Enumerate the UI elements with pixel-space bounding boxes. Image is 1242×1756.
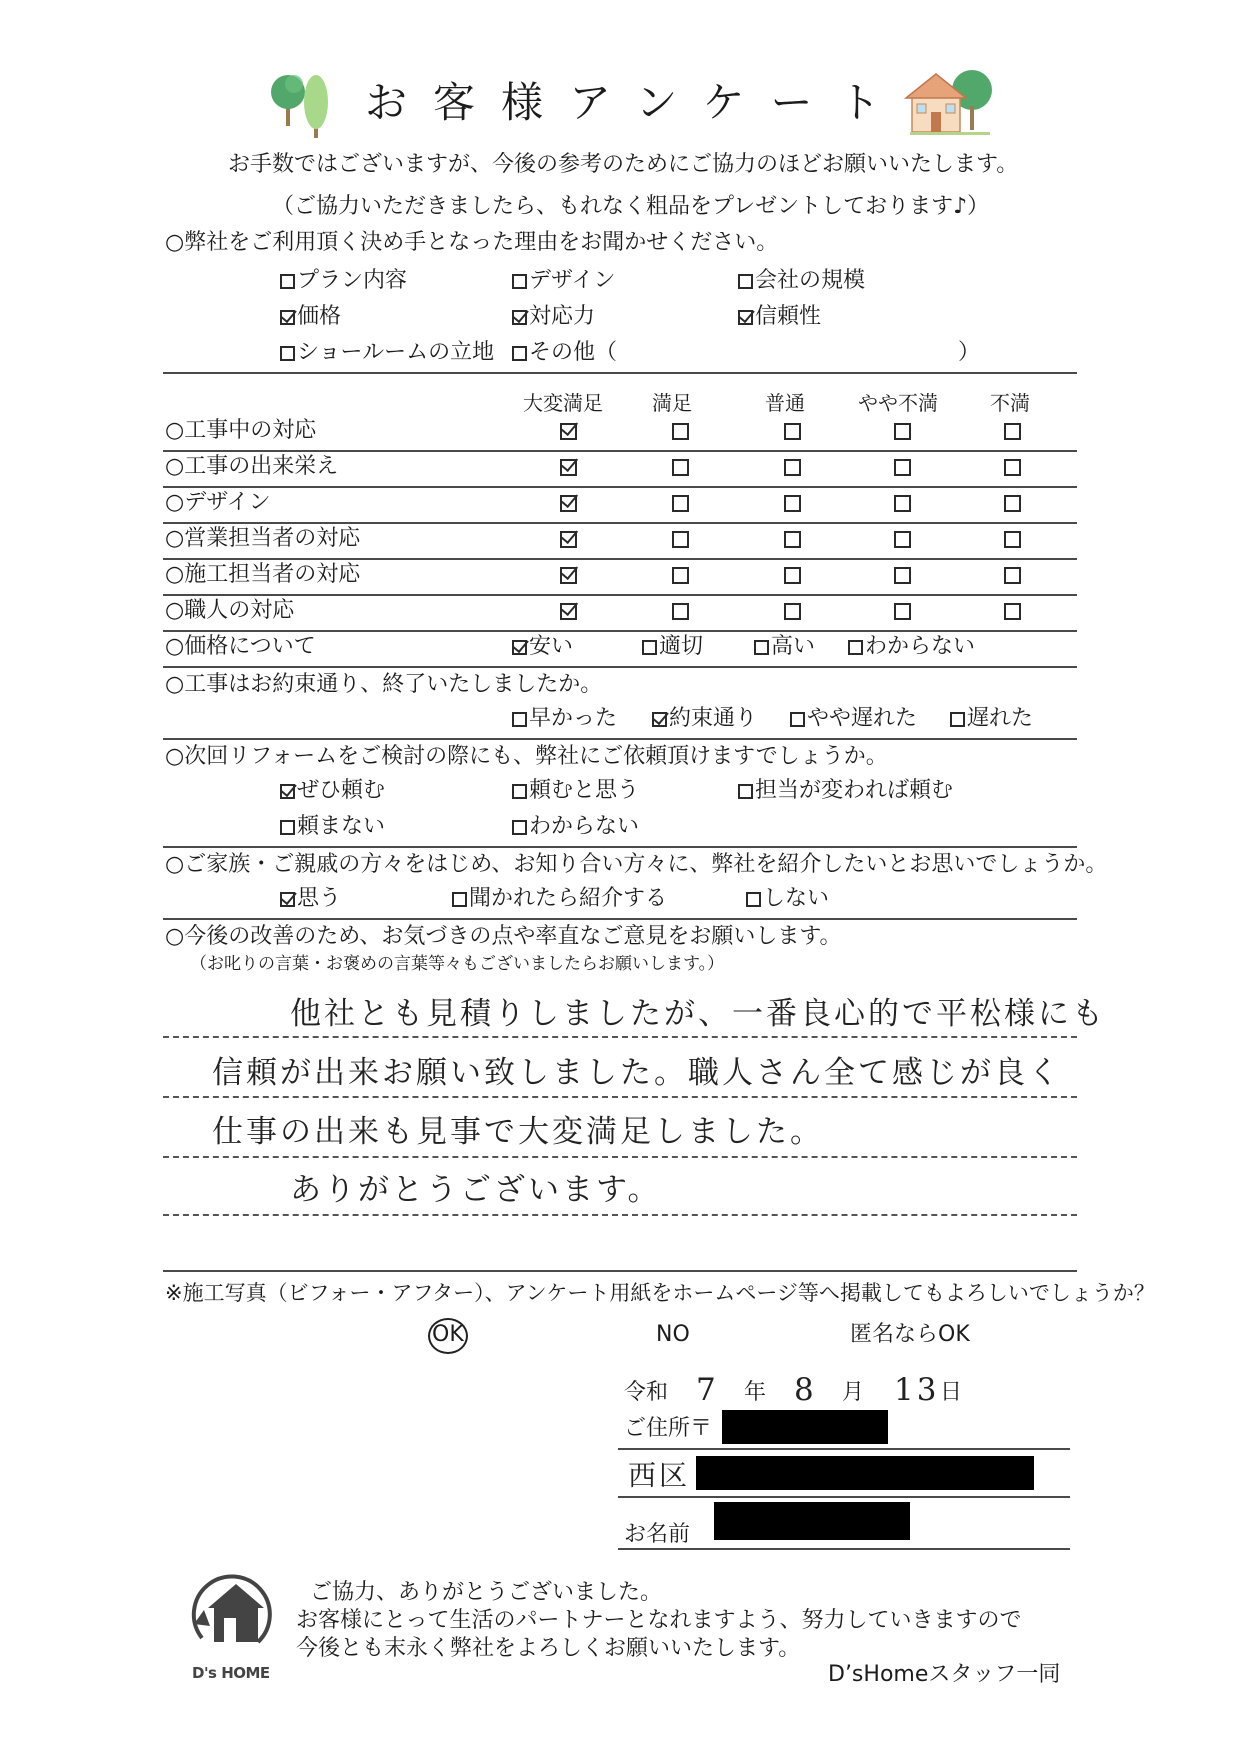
next-option-definitely[interactable]: ぜひ頼む	[280, 778, 385, 804]
redacted-name	[714, 1502, 910, 1540]
date-year-unit: 年	[744, 1380, 767, 1405]
rating-row-label: ○デザイン	[165, 490, 271, 515]
feedback-rule	[163, 1096, 1077, 1098]
feedback-line-4: ありがとうございます。	[290, 1172, 662, 1208]
checkbox[interactable]	[950, 712, 965, 727]
checkbox[interactable]	[452, 892, 467, 907]
divider	[163, 846, 1077, 848]
rating-checkbox[interactable]	[672, 531, 689, 548]
rating-row-divider	[163, 450, 1077, 452]
q1-option-design[interactable]: デザイン	[512, 268, 615, 294]
name-rule	[618, 1548, 1070, 1550]
rating-checkbox-checked[interactable]	[560, 603, 577, 620]
redacted-address	[696, 1456, 1034, 1490]
publish-option-ok[interactable]: OK	[432, 1322, 464, 1347]
rating-checkbox[interactable]	[1004, 531, 1021, 548]
rating-checkbox[interactable]	[672, 567, 689, 584]
name-label: お名前	[624, 1522, 691, 1547]
rating-row-divider	[163, 522, 1077, 524]
q1-option-other[interactable]: その他（	[512, 340, 617, 366]
intro-text: お手数ではございますが、今後の参考のためにご協力のほどお願いいたします。	[228, 152, 1019, 177]
address-rule	[618, 1448, 1070, 1450]
rating-checkbox[interactable]	[672, 459, 689, 476]
address-label: ご住所〒	[624, 1416, 713, 1441]
publish-option-no[interactable]: NO	[656, 1322, 690, 1347]
rating-checkbox-checked[interactable]	[560, 567, 577, 584]
checkbox[interactable]	[512, 346, 527, 361]
col-satisfied: 満足	[652, 391, 692, 415]
rating-checkbox[interactable]	[1004, 423, 1021, 440]
rating-row-divider	[163, 558, 1077, 560]
checkbox[interactable]	[738, 274, 753, 289]
rating-checkbox[interactable]	[784, 423, 801, 440]
checkbox[interactable]	[746, 892, 761, 907]
next-option-no[interactable]: 頼まない	[280, 814, 385, 840]
checkbox-checked[interactable]	[512, 640, 527, 655]
page-title: お客様アンケート	[365, 78, 907, 127]
date-day-unit: 日	[940, 1380, 963, 1405]
rating-checkbox[interactable]	[784, 459, 801, 476]
rating-row-label: ○施工担当者の対応	[165, 562, 361, 587]
q1-option-trust[interactable]: 信頼性	[738, 304, 821, 330]
checkbox[interactable]	[754, 640, 769, 655]
company-logo	[180, 1560, 284, 1670]
feedback-subnote: （お叱りの言葉・お褒めの言葉等々もございましたらお願いします。）	[190, 954, 725, 974]
price-option-fair[interactable]: 適切	[642, 634, 703, 660]
rating-checkbox[interactable]	[894, 567, 911, 584]
rating-checkbox[interactable]	[894, 603, 911, 620]
feedback-rule	[163, 1214, 1077, 1216]
rating-checkbox[interactable]	[784, 531, 801, 548]
rating-checkbox[interactable]	[894, 459, 911, 476]
feedback-rule	[163, 1036, 1077, 1038]
rating-checkbox[interactable]	[894, 531, 911, 548]
price-option-high[interactable]: 高い	[754, 634, 815, 660]
rating-checkbox[interactable]	[784, 495, 801, 512]
schedule-option-early[interactable]: 早かった	[512, 706, 617, 732]
rating-checkbox[interactable]	[784, 603, 801, 620]
checkbox-checked[interactable]	[512, 310, 527, 325]
checkbox-checked[interactable]	[652, 712, 667, 727]
referral-question: ○ご家族・ご親戚の方々をはじめ、お知り合い方々に、弊社を紹介したいとお思いでしょうか。	[165, 852, 1108, 877]
q1-option-scale[interactable]: 会社の規模	[738, 268, 865, 294]
rating-row-divider	[163, 486, 1077, 488]
checkbox[interactable]	[790, 712, 805, 727]
col-very-satisfied: 大変満足	[523, 391, 603, 415]
q1-option-response[interactable]: 対応力	[512, 304, 595, 330]
rating-checkbox[interactable]	[1004, 495, 1021, 512]
rating-checkbox[interactable]	[1004, 459, 1021, 476]
footer-thanks-2: お客様にとって生活のパートナーとなれますよう、努力していきますので	[296, 1608, 1022, 1633]
schedule-option-late[interactable]: 遅れた	[950, 706, 1033, 732]
footer-thanks-3: 今後とも末永く弊社をよろしくお願いいたします。	[296, 1636, 801, 1661]
q1-option-price[interactable]: 価格	[280, 304, 341, 330]
rating-checkbox-checked[interactable]	[560, 459, 577, 476]
price-option-unknown[interactable]: わからない	[848, 634, 975, 660]
rating-checkbox-checked[interactable]	[560, 423, 577, 440]
rating-checkbox[interactable]	[784, 567, 801, 584]
rating-row-label: ○職人の対応	[165, 598, 295, 623]
divider	[163, 738, 1077, 740]
next-reform-question: ○次回リフォームをご検討の際にも、弊社にご依頼頂けますでしょうか。	[165, 744, 888, 769]
rating-row-divider	[163, 630, 1077, 632]
feedback-line-2: 信頼が出来お願い致しました。職人さん全て感じが良く	[212, 1055, 1062, 1091]
checkbox[interactable]	[738, 784, 753, 799]
present-note: （ご協力いただきましたら、もれなく粗品をプレゼントしております♪）	[272, 194, 990, 219]
next-option-unknown[interactable]: わからない	[512, 814, 639, 840]
price-option-cheap[interactable]: 安い	[512, 634, 573, 660]
divider	[163, 666, 1077, 668]
redacted-postal-code	[722, 1410, 888, 1444]
rating-checkbox[interactable]	[672, 495, 689, 512]
publish-option-anonymous[interactable]: 匿名ならOK	[850, 1322, 970, 1347]
date-month-unit: 月	[842, 1380, 865, 1405]
next-option-think-so[interactable]: 頼むと思う	[512, 778, 639, 804]
checkbox[interactable]	[280, 346, 295, 361]
divider	[163, 1270, 1077, 1272]
checkbox-checked[interactable]	[280, 310, 295, 325]
schedule-option-slightly-late[interactable]: やや遅れた	[790, 706, 917, 732]
schedule-option-on-time[interactable]: 約束通り	[652, 706, 757, 732]
feedback-line-1: 他社とも見積りしましたが、一番良心的で平松様にも	[290, 996, 1106, 1032]
feedback-question: ○今後の改善のため、お気づきの点や率直なご意見をお願いします。	[165, 924, 842, 949]
address-rule	[618, 1496, 1070, 1498]
date-year: 7	[696, 1372, 719, 1408]
q1-other-close: ）	[958, 340, 981, 365]
col-normal: 普通	[765, 391, 805, 415]
checkbox[interactable]	[848, 640, 863, 655]
q1-option-plan[interactable]: プラン内容	[280, 268, 407, 294]
rating-checkbox[interactable]	[894, 495, 911, 512]
rating-checkbox[interactable]	[894, 423, 911, 440]
checkbox[interactable]	[512, 274, 527, 289]
logo-text: D's HOME	[192, 1664, 270, 1682]
schedule-question: ○工事はお約束通り、終了いたしましたか。	[165, 672, 603, 697]
publish-question: ※施工写真（ビフォー・アフター）、アンケート用紙をホームページ等へ掲載してもよろしいでしょうか？	[165, 1281, 1155, 1305]
rating-row-divider	[163, 594, 1077, 596]
rating-row-label: ○工事中の対応	[165, 418, 317, 443]
checkbox[interactable]	[642, 640, 657, 655]
footer-thanks-1: ご協力、ありがとうございました。	[310, 1580, 663, 1605]
footer-signature: D’sHomeスタッフ一同	[828, 1662, 1061, 1687]
divider	[163, 918, 1077, 920]
checkbox-checked[interactable]	[280, 784, 295, 799]
rating-checkbox-checked[interactable]	[560, 531, 577, 548]
date-month: 8	[794, 1372, 817, 1408]
house-illustration	[900, 62, 996, 140]
q1-option-showroom[interactable]: ショールームの立地	[280, 340, 494, 366]
checkbox[interactable]	[512, 712, 527, 727]
q1-question: ○弊社をご利用頂く決め手となった理由をお聞かせください。	[165, 230, 779, 255]
divider	[163, 372, 1077, 374]
trees-illustration	[268, 62, 338, 142]
referral-option-if-asked[interactable]: 聞かれたら紹介する	[452, 886, 667, 912]
next-option-if-staff-changes[interactable]: 担当が変われば頼む	[738, 778, 953, 804]
feedback-line-3: 仕事の出来も見事で大変満足しました。	[212, 1114, 824, 1150]
date-day: 13	[894, 1372, 940, 1408]
rating-row-label: ○営業担当者の対応	[165, 526, 361, 551]
referral-option-yes[interactable]: 思う	[280, 886, 341, 912]
checkbox[interactable]	[280, 274, 295, 289]
checkbox-checked[interactable]	[738, 310, 753, 325]
rating-checkbox[interactable]	[672, 603, 689, 620]
referral-option-no[interactable]: しない	[746, 886, 829, 912]
checkbox[interactable]	[512, 784, 527, 799]
rating-checkbox[interactable]	[672, 423, 689, 440]
price-label: ○価格について	[165, 634, 316, 659]
rating-row-label: ○工事の出来栄え	[165, 454, 339, 479]
col-slightly-dissatisfied: やや不満	[858, 391, 938, 415]
date-era: 令和	[624, 1380, 669, 1405]
checkbox[interactable]	[512, 820, 527, 835]
checkbox[interactable]	[280, 820, 295, 835]
feedback-rule	[163, 1156, 1077, 1158]
rating-checkbox-checked[interactable]	[560, 495, 577, 512]
rating-checkbox[interactable]	[1004, 567, 1021, 584]
checkbox-checked[interactable]	[280, 892, 295, 907]
address-ward: 西区	[628, 1459, 691, 1492]
col-dissatisfied: 不満	[990, 391, 1030, 415]
rating-checkbox[interactable]	[1004, 603, 1021, 620]
